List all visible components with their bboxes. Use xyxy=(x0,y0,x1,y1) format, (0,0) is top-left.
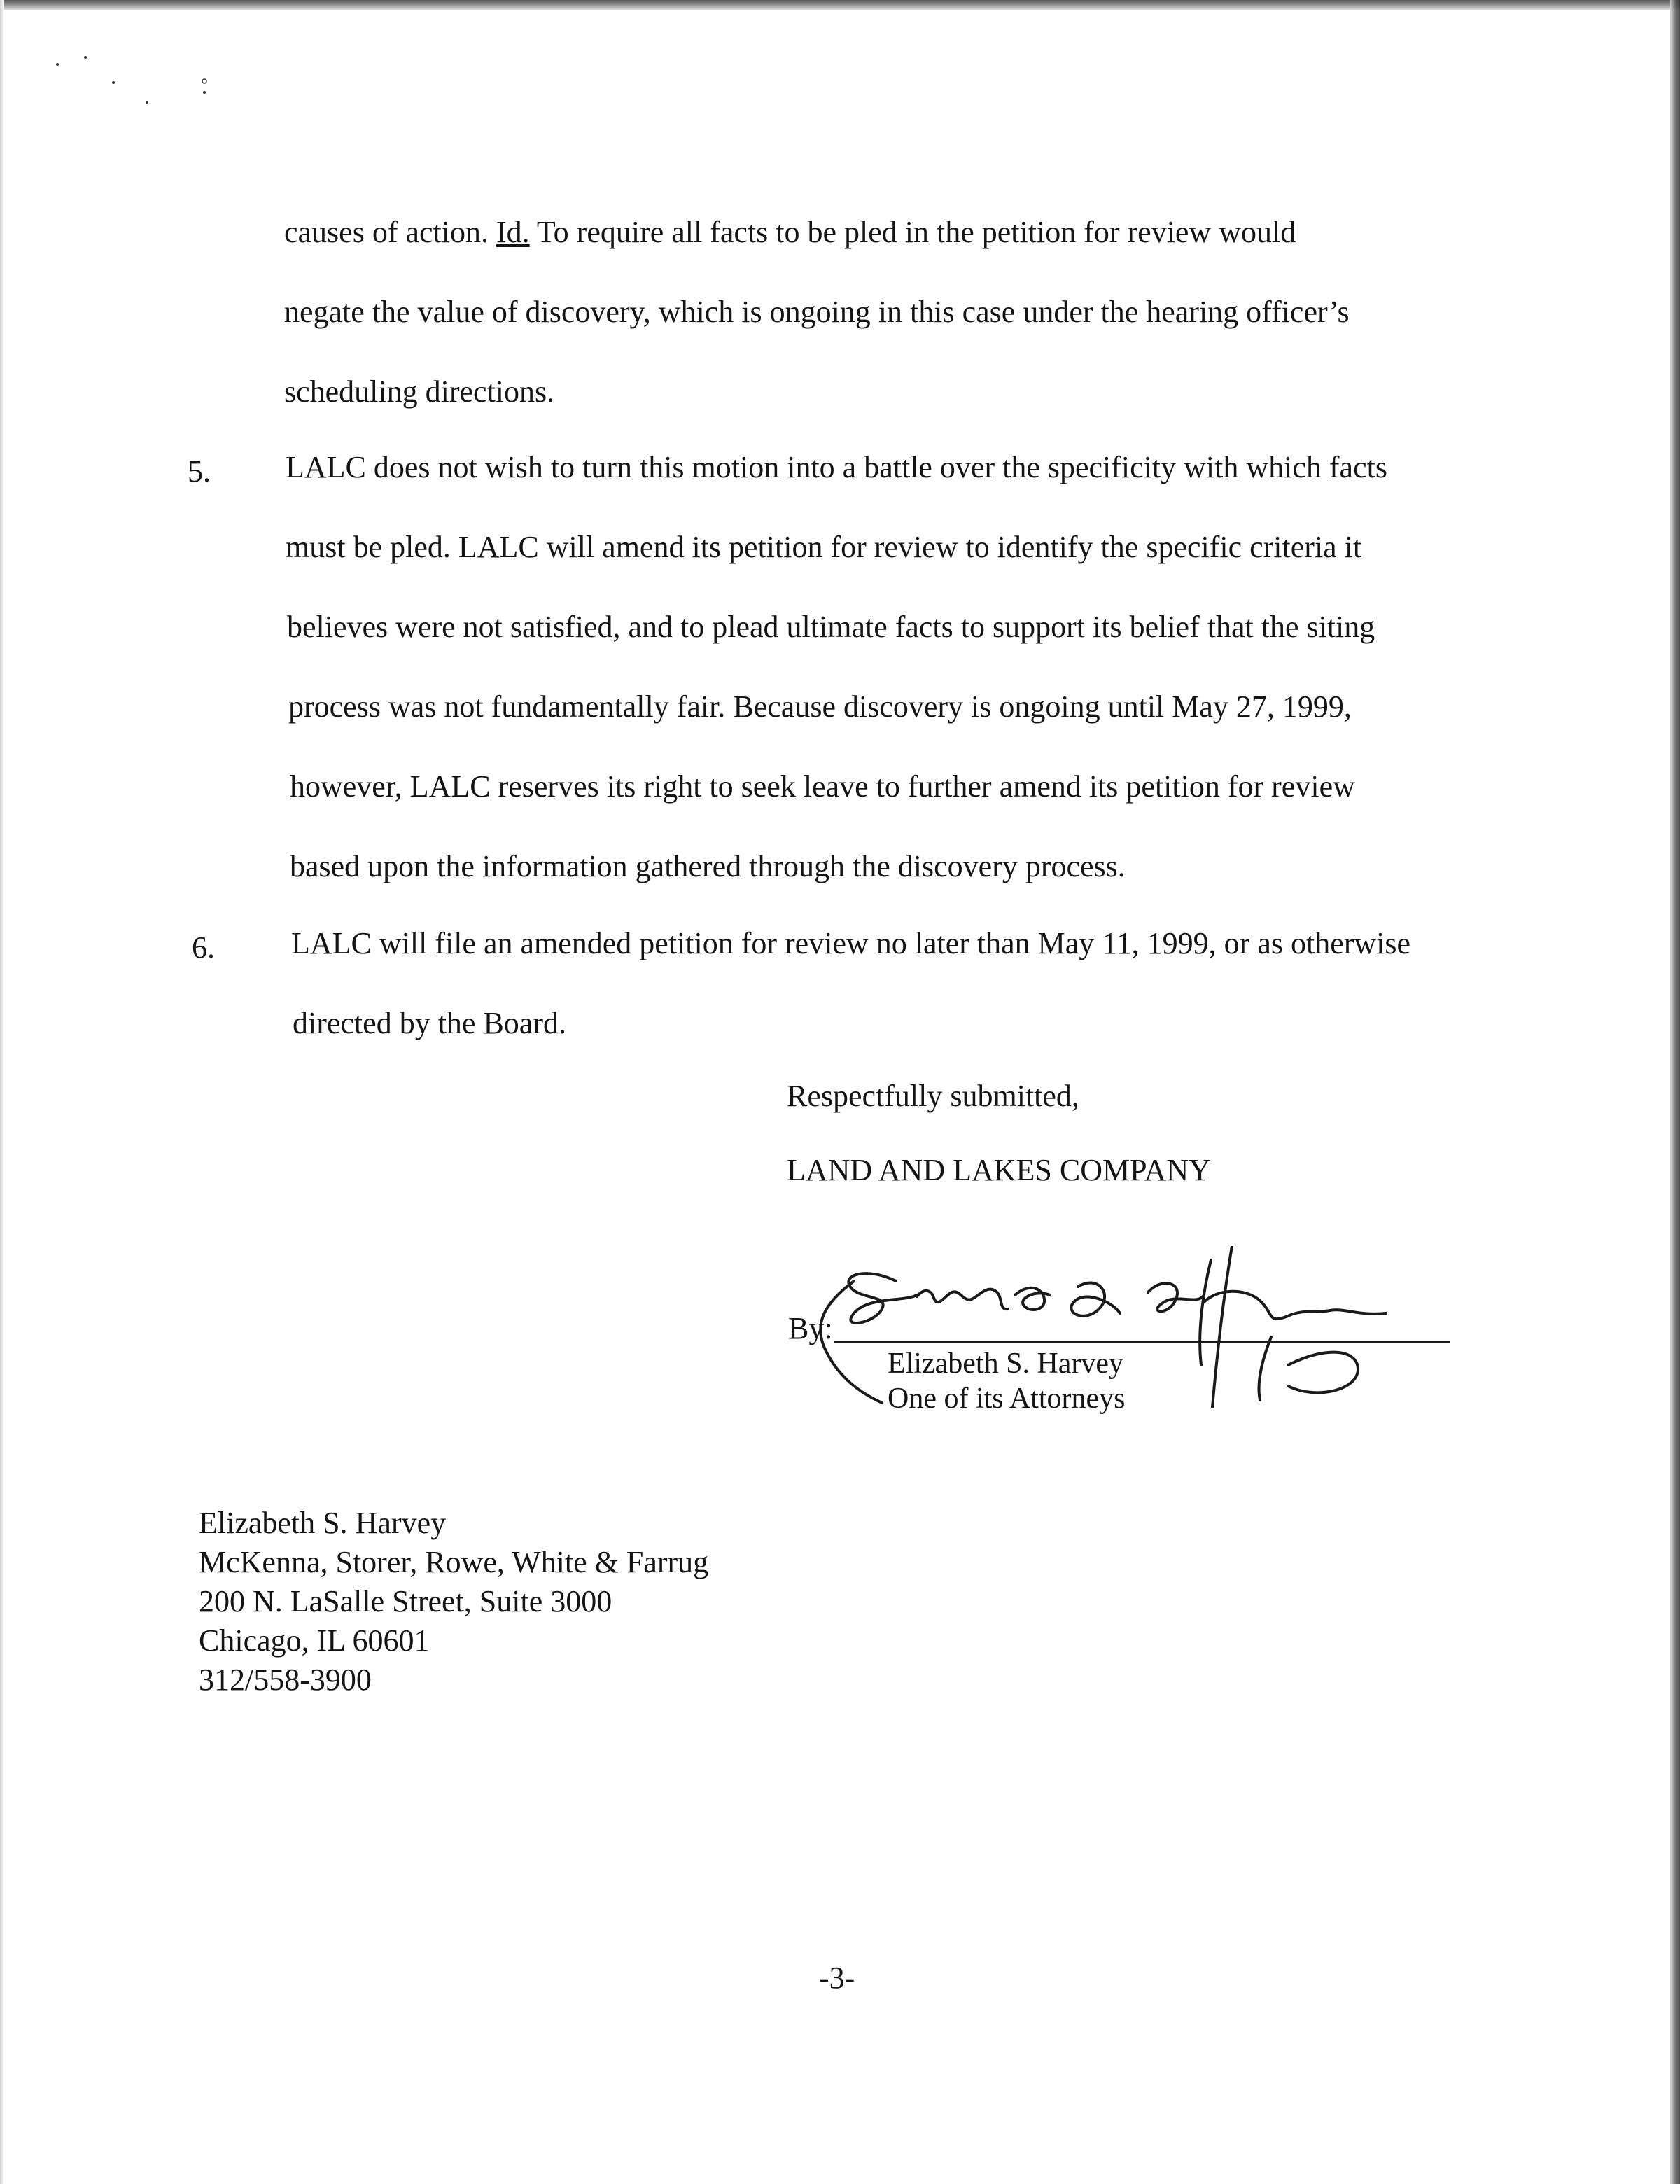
street-address: 200 N. LaSalle Street, Suite 3000 xyxy=(199,1584,612,1618)
closing-salutation: Respectfully submitted, xyxy=(787,1079,1079,1113)
page-number: -3- xyxy=(819,1961,855,1995)
body-line-1-rest: To require all facts to be pled in the petition for review would xyxy=(529,215,1296,249)
scan-edge-top xyxy=(0,0,1680,10)
scan-specks xyxy=(49,49,231,119)
by-label: By: xyxy=(788,1311,833,1345)
paragraph-5-line-1: LALC does not wish to turn this motion into a battle over the specificity with which facts xyxy=(286,450,1387,484)
paragraph-5-line-2: must be pled. LALC will amend its petition for review to identify the specific criteria it xyxy=(286,530,1362,564)
paragraph-5-line-4: process was not fundamentally fair. Because discovery is ongoing until May 27, 1999, xyxy=(288,690,1352,724)
signature-block xyxy=(784,1246,1414,1442)
scan-edge-left xyxy=(0,0,4,2184)
paragraph-5-line-3: believes were not satisfied, and to plead ultimate facts to support its belief that the siting xyxy=(287,610,1376,644)
company-name: LAND AND LAKES COMPANY xyxy=(787,1153,1211,1187)
body-line-2: negate the value of discovery, which is ongoing in this case under the hearing officer’s xyxy=(284,295,1350,329)
paragraph-6-number: 6. xyxy=(192,930,215,965)
citation-id: Id. xyxy=(496,215,530,249)
signer-name: Elizabeth S. Harvey xyxy=(888,1348,1124,1380)
phone-number: 312/558-3900 xyxy=(199,1662,372,1697)
body-line-1-text: causes of action. xyxy=(284,215,496,249)
body-line-3: scheduling directions. xyxy=(284,374,555,409)
paragraph-5-line-5: however, LALC reserves its right to seek leave to further amend its petition for review xyxy=(290,769,1355,804)
signature-line xyxy=(834,1341,1450,1343)
law-firm: McKenna, Storer, Rowe, White & Farrug xyxy=(199,1545,709,1579)
signer-role: One of its Attorneys xyxy=(888,1382,1126,1415)
paragraph-5-number: 5. xyxy=(188,454,211,489)
scan-edge-right xyxy=(1670,0,1680,2184)
attorney-name: Elizabeth S. Harvey xyxy=(199,1506,447,1540)
body-line-1 xyxy=(284,214,1296,251)
paragraph-6-line-1: LALC will file an amended petition for review no later than May 11, 1999, or as otherwise xyxy=(291,926,1411,960)
paragraph-6-line-2: directed by the Board. xyxy=(293,1006,566,1040)
city-state-zip: Chicago, IL 60601 xyxy=(199,1623,430,1658)
paragraph-5-line-6: based upon the information gathered through the discovery process. xyxy=(290,849,1126,883)
